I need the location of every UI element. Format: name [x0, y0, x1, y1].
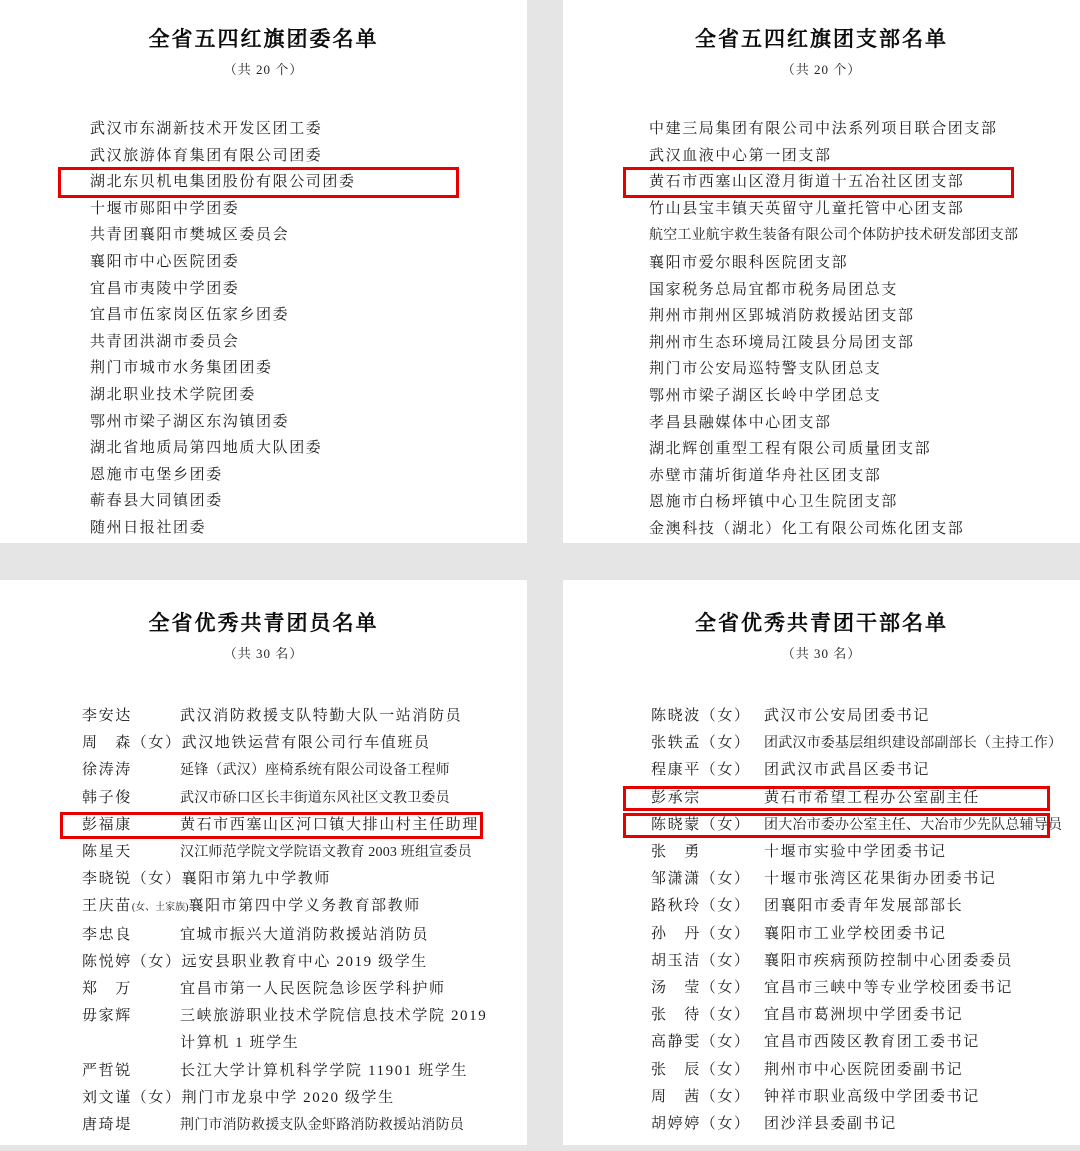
list-item [563, 1057, 1080, 1084]
award-list [0, 703, 527, 1139]
list-item [563, 1084, 1080, 1111]
list-item [563, 516, 1080, 543]
list-item [0, 116, 527, 143]
entry-text: 鄂州市梁子湖区长岭中学团总支 [649, 387, 882, 404]
entry-text: 襄阳市爱尔眼科医院团支部 [649, 254, 849, 271]
list-item [563, 277, 1080, 304]
entry-desc: 襄阳市疾病预防控制中心团委委员 [764, 952, 1014, 969]
entry-name: 严哲锐 [82, 1062, 132, 1079]
list-item [0, 866, 527, 893]
list-item [0, 222, 527, 249]
list-item [0, 409, 527, 436]
entry-name: 李忠良 [82, 926, 132, 943]
entry-name: 郑 万 [82, 981, 132, 998]
entry-name: 周 茜（女） [651, 1088, 751, 1105]
entry-name: 周 森（女） [82, 735, 182, 752]
entry-desc: 团大冶市委办公室主任、大冶市少先队总辅导员 [764, 817, 1063, 833]
entry-text: 襄阳市中心医院团委 [90, 253, 240, 270]
list-item [0, 703, 527, 730]
entry-name: 邹潇潇（女） [651, 871, 751, 888]
list-item [0, 757, 527, 784]
list-item [0, 515, 527, 542]
entry-name: 张 辰（女） [651, 1061, 751, 1078]
list-item [563, 839, 1080, 866]
entry-name: 陈悦婷（女） [82, 953, 182, 970]
entry-name: 王庆苗(女、土家族) [82, 898, 189, 915]
list-item [563, 116, 1080, 143]
entry-name: 徐涛涛 [82, 762, 132, 779]
entry-text: 中建三局集团有限公司中法系列项目联合团支部 [649, 121, 998, 137]
entry-desc: 宜昌市第一人民医院急诊医学科护师 [180, 981, 446, 998]
entry-name: 汤 莹（女） [651, 980, 751, 997]
entry-text: 武汉市东湖新技术开发区团工委 [90, 121, 323, 137]
entry-name: 李安达 [82, 708, 132, 724]
entry-text: 武汉血液中心第一团支部 [649, 147, 832, 164]
list-item [563, 250, 1080, 277]
list-item [0, 462, 527, 489]
list-item-highlighted [0, 812, 527, 839]
entry-desc: 团武汉市武昌区委书记 [764, 762, 931, 779]
entry-desc: 团襄阳市委青年发展部部长 [764, 898, 964, 915]
list-item [563, 463, 1080, 490]
entry-text: 荆州市生态环境局江陵县分局团支部 [649, 334, 915, 351]
entry-name: 孙 丹（女） [651, 925, 751, 942]
entry-text: 湖北辉创重型工程有限公司质量团支部 [649, 441, 932, 458]
entry-desc: 襄阳市工业学校团委书记 [764, 925, 947, 942]
entry-text: 鄂州市梁子湖区东沟镇团委 [90, 413, 290, 430]
list-item [0, 893, 527, 921]
entry-name: 李晓锐（女） [82, 871, 182, 888]
entry-desc: 荆门市龙泉中学 2020 级学生 [181, 1089, 395, 1106]
list-item-highlighted [563, 812, 1080, 839]
list-item [0, 949, 527, 976]
list-item [0, 730, 527, 757]
entry-text: 湖北东贝机电集团股份有限公司团委 [90, 174, 356, 191]
panel-title: 全省优秀共青团员名单 [148, 611, 379, 635]
entry-name: 陈晓波（女） [651, 708, 751, 724]
entry-desc-line2: 计算机 1 班学生 [180, 1035, 300, 1052]
list-item [563, 1111, 1080, 1138]
entry-text: 蕲春县大同镇团委 [90, 493, 223, 510]
list-item [0, 1058, 527, 1085]
list-item [0, 1112, 527, 1139]
panel-may4th-red-flag-branches [563, 0, 1080, 543]
entry-desc: 黄石市西塞山区河口镇大排山村主任助理 [180, 816, 479, 833]
entry-text: 赤壁市蒲圻街道华舟社区团支部 [649, 467, 882, 484]
panel-may4th-red-flag-committees [0, 0, 527, 543]
list-item [0, 839, 527, 866]
panel-title: 全省五四红旗团委名单 [148, 27, 379, 51]
entry-text: 宜昌市夷陵中学团委 [90, 280, 240, 297]
list-item [563, 866, 1080, 893]
entry-text: 武汉旅游体育集团有限公司团委 [90, 147, 323, 164]
entry-note: (女、土家族) [131, 902, 189, 914]
entry-text: 金澳科技（湖北）化工有限公司炼化团支部 [649, 520, 965, 537]
list-item [0, 302, 527, 329]
entry-desc: 长江大学计算机科学学院 11901 班学生 [180, 1062, 469, 1079]
entry-name: 陈星天 [82, 844, 132, 861]
list-item [0, 196, 527, 223]
entry-desc: 远安县职业教育中心 2019 级学生 [181, 953, 428, 970]
entry-desc: 三峡旅游职业技术学院信息技术学院 2019 [180, 1008, 488, 1025]
list-item [0, 976, 527, 1003]
entry-name: 刘文谨（女） [82, 1089, 182, 1106]
list-item [0, 922, 527, 949]
entry-name: 张 待（女） [651, 1007, 751, 1024]
list-item [0, 143, 527, 170]
list-item [563, 730, 1080, 757]
entry-desc: 武汉市公安局团委书记 [764, 708, 931, 724]
panel-subtitle: （共 30 名） [781, 646, 862, 661]
list-item [563, 196, 1080, 223]
list-item [563, 975, 1080, 1002]
list-item [563, 893, 1080, 920]
entry-text: 黄石市西塞山区澄月街道十五冶社区团支部 [649, 174, 965, 191]
entry-text: 荆门市城市水务集团团委 [90, 360, 273, 377]
entry-text: 共青团襄阳市樊城区委员会 [90, 227, 290, 244]
list-item [0, 355, 527, 382]
list-item [563, 143, 1080, 170]
list-item [0, 249, 527, 276]
list-item [563, 1002, 1080, 1029]
list-item [563, 222, 1080, 250]
list-item [563, 410, 1080, 437]
panel-outstanding-league-cadres [563, 580, 1080, 1145]
entry-name: 彭福康 [82, 816, 132, 833]
panel-subtitle: （共 20 个） [223, 62, 304, 77]
entry-desc: 宜昌市葛洲坝中学团委书记 [764, 1007, 964, 1024]
entry-text: 恩施市屯堡乡团委 [90, 466, 223, 483]
entry-text: 竹山县宝丰镇天英留守儿童托管中心团支部 [649, 200, 965, 217]
list-item [563, 757, 1080, 784]
panel-subtitle: （共 30 名） [223, 646, 304, 661]
entry-name: 胡玉洁（女） [651, 952, 751, 969]
entry-desc: 荆州市中心医院团委副书记 [764, 1061, 964, 1078]
entry-name: 路秋玲（女） [651, 898, 751, 915]
list-item [563, 383, 1080, 410]
entry-desc: 武汉市硚口区长丰街道东风社区文教卫委员 [180, 790, 450, 806]
entry-text: 荆州市荆州区郢城消防救援站团支部 [649, 308, 915, 325]
list-item-highlighted [563, 785, 1080, 812]
entry-desc: 团沙洋县委副书记 [764, 1116, 897, 1133]
entry-desc: 黄石市希望工程办公室副主任 [764, 789, 980, 806]
entry-desc: 宜昌市西陵区教育团工委书记 [764, 1034, 980, 1051]
entry-desc: 武汉消防救援支队特勤大队一站消防员 [180, 708, 463, 724]
list-item [563, 436, 1080, 463]
award-list [563, 116, 1080, 543]
list-item [0, 435, 527, 462]
entry-name: 彭承宗 [651, 789, 701, 806]
entry-name: 程康平（女） [651, 762, 751, 779]
list-item [563, 303, 1080, 330]
list-item-highlighted [563, 169, 1080, 196]
panel-title: 全省优秀共青团干部名单 [695, 611, 948, 635]
list-item [0, 382, 527, 409]
bottom-gutter [0, 1145, 1080, 1151]
entry-desc: 襄阳市第九中学教师 [181, 871, 332, 888]
list-item [563, 356, 1080, 383]
list-item [0, 488, 527, 515]
entry-text: 宜昌市伍家岗区伍家乡团委 [90, 307, 290, 324]
panel-outstanding-league-members [0, 580, 527, 1145]
entry-text: 恩施市白杨坪镇中心卫生院团支部 [649, 494, 899, 511]
entry-desc: 十堰市张湾区花果街办团委书记 [764, 871, 997, 888]
entry-name: 胡婷婷（女） [651, 1116, 751, 1133]
entry-desc: 宜昌市三峡中等专业学校团委书记 [764, 980, 1014, 997]
entry-name: 张轶孟（女） [651, 735, 751, 752]
entry-text: 航空工业航宇救生装备有限公司个体防护技术研发部团支部 [649, 228, 1019, 244]
entry-desc: 武汉地铁运营有限公司行车值班员 [181, 735, 431, 752]
entry-text: 孝昌县融媒体中心团支部 [649, 414, 832, 431]
panel-subtitle: （共 20 个） [781, 62, 862, 77]
entry-desc: 宜城市振兴大道消防救援站消防员 [180, 926, 430, 943]
list-item [563, 703, 1080, 730]
entry-desc: 延锋（武汉）座椅系统有限公司设备工程师 [180, 763, 450, 779]
entry-text: 十堰市郧阳中学团委 [90, 200, 240, 217]
entry-text: 荆门市公安局巡特警支队团总支 [649, 361, 882, 378]
entry-text: 国家税务总局宜都市税务局团总支 [649, 281, 899, 298]
entry-desc: 襄阳市第四中学义务教育部教师 [188, 898, 421, 915]
award-list [563, 703, 1080, 1138]
entry-desc: 团武汉市委基层组织建设部副部长（主持工作） [764, 736, 1063, 752]
row-gutter [0, 543, 1080, 580]
entry-name: 高静雯（女） [651, 1034, 751, 1051]
list-item [563, 921, 1080, 948]
list-item [0, 785, 527, 812]
entry-desc: 十堰市实验中学团委书记 [764, 844, 947, 861]
list-item [0, 276, 527, 303]
entry-name: 唐琦堤 [82, 1117, 132, 1134]
entry-text: 随州日报社团委 [90, 519, 207, 536]
entry-desc: 钟祥市职业高级中学团委书记 [764, 1088, 980, 1105]
list-item [0, 329, 527, 356]
entry-text: 湖北职业技术学院团委 [90, 386, 257, 403]
list-item-highlighted [0, 169, 527, 196]
list-item [563, 330, 1080, 357]
list-item [563, 1029, 1080, 1056]
award-list [0, 116, 527, 542]
entry-text: 湖北省地质局第四地质大队团委 [90, 440, 323, 457]
list-item [563, 948, 1080, 975]
list-item [0, 1003, 527, 1057]
panel-title: 全省五四红旗团支部名单 [695, 27, 948, 51]
list-item [0, 1085, 527, 1112]
entry-name: 张 勇 [651, 844, 701, 861]
entry-name: 毋家辉 [82, 1008, 132, 1025]
entry-name: 韩子俊 [82, 789, 132, 806]
entry-desc: 荆门市消防救援支队金虾路消防救援站消防员 [180, 1118, 464, 1134]
entry-desc: 汉江师范学院文学院语文教育 2003 班组宣委员 [180, 845, 472, 861]
entry-text: 共青团洪湖市委员会 [90, 333, 240, 350]
list-item [563, 489, 1080, 516]
entry-name: 陈晓蒙（女） [651, 816, 751, 833]
